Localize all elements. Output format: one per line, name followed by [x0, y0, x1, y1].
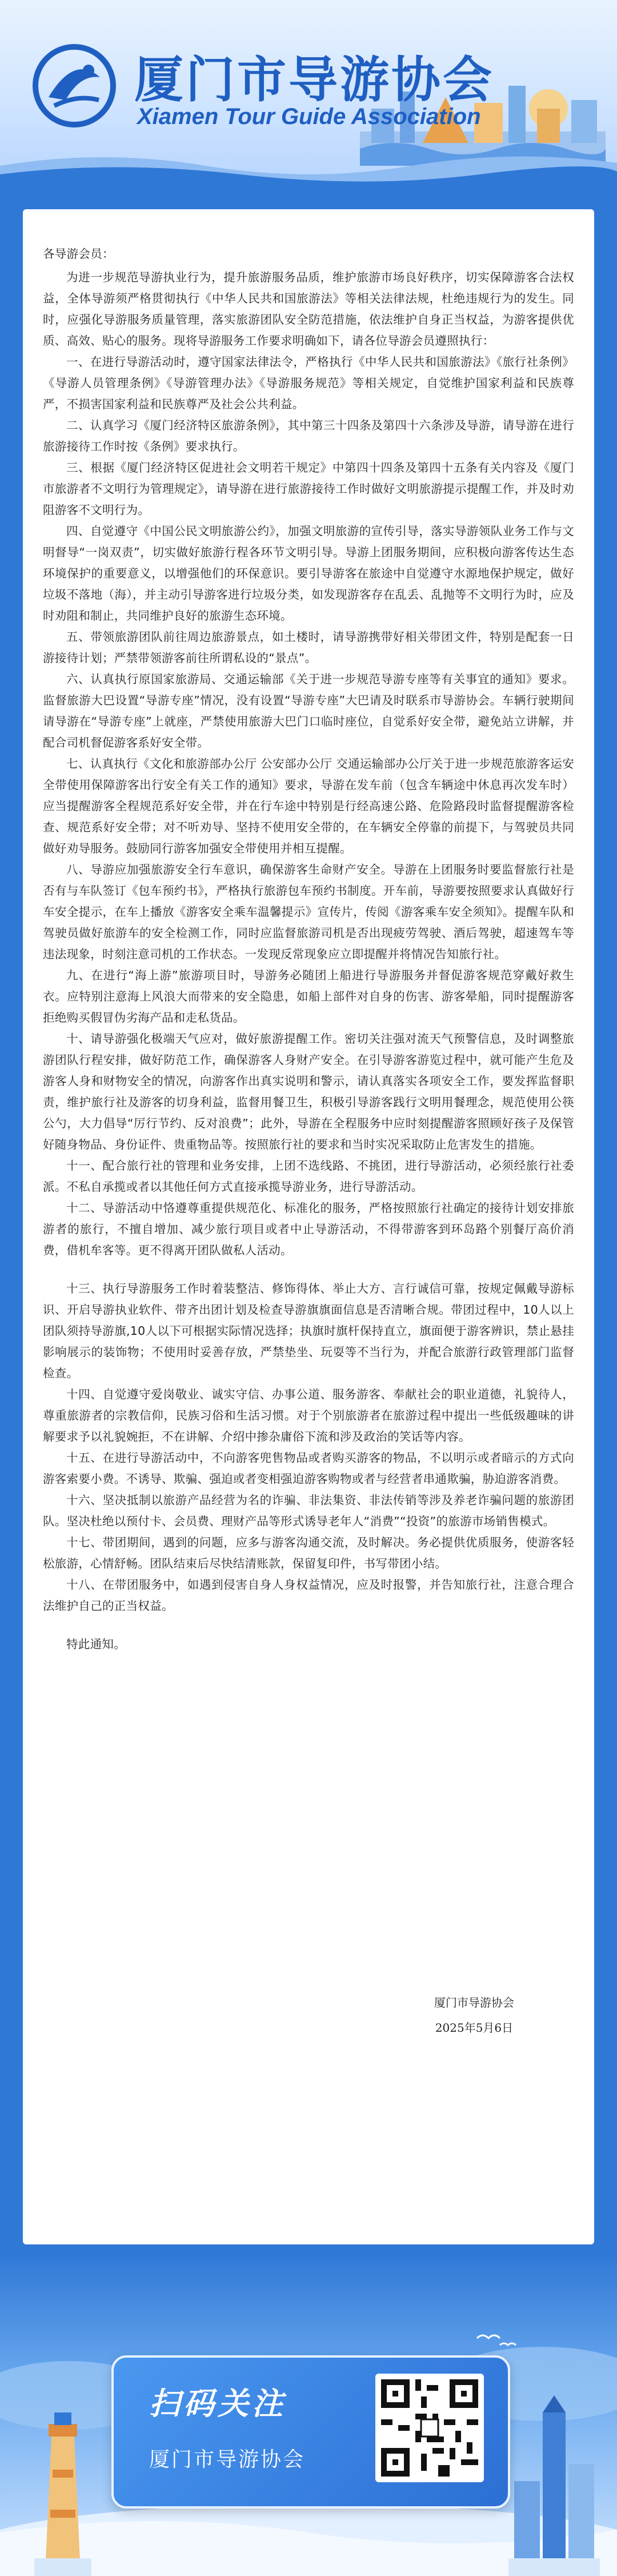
- header-subtitle-en: Xiamen Tour Guide Association: [137, 104, 481, 129]
- notice-greeting: 各导游会员：: [43, 247, 114, 261]
- notice-paragraph: 七、认真执行《文化和旅游部办公厅 公安部办公厅 交通运输部办公厅关于进一步规范旅游客运安全带使用保障游客出行安全有关工作的通知》要求，导游在发车前（包含车辆途中休息再次发车时）应当提醒游客全程规范系好安全带，并在行车途中特别是行经高速公路、危险路段时监督提醒游客检查、规范系好安全带；对不听劝导、坚持不使用安全带的，在车辆安全停靠的前提下，与驾驶员共同做好劝导服务。鼓励同行游客加强安全带使用并相互提醒。: [43, 757, 574, 855]
- notice-paragraph: 九、在进行“海上游”旅游项目时，导游务必随团上船进行导游服务并督促游客规范穿戴好救生衣。应特别注意海上风浪大而带来的安全隐患，如船上部件对自身的伤害、游客晕船，同时提醒游客拒绝购买假冒伪劣海产品和走私货品。: [43, 968, 574, 1024]
- notice-paragraph: 十二、导游活动中恪遵尊重提供规范化、标准化的服务，严格按照旅行社确定的接待计划安排旅游者的旅行，不擅自增加、减少旅行项目或者中止导游活动，不得带游客到环岛路个别餐厅高价消费，借机牟客等。更不得离开团队做私人活动。: [43, 1201, 574, 1257]
- signature-date: 2025年5月6日: [435, 2021, 514, 2035]
- notice-paragraph: 十三、执行导游服务工作时着装整洁、修饰得体、举止大方、言行诚信可靠，按规定佩戴导游标识、开启导游执业软件、带齐出团计划及检查导游旗旗面信息是否清晰合规。带团过程中，10人以上团队须持导游旗,10人以下可根据实际情况选择；执旗时旗杆保持直立，旗面便于游客辨识，禁止悬挂影响展示的装饰物；不使用时妥善存放，严禁垫坐、玩耍等不当行为，并配合旅游行政管理部门监督检查。: [43, 1282, 574, 1380]
- qr-card-title: 扫码关注: [149, 2386, 286, 2422]
- city-tower-illustration: [508, 2395, 600, 2576]
- birds-icon: [474, 2327, 520, 2350]
- header-wave: [0, 149, 617, 189]
- notice-body: [43, 244, 574, 1655]
- signature-org: 厦门市导游协会: [434, 1996, 514, 2009]
- qr-follow-card: [111, 2355, 510, 2509]
- notice-paragraph: 八、导游应加强旅游安全行车意识，确保游客生命财产安全。导游在上团服务时要监督旅行社是否有与车队签订《包车预约书》，严格执行旅游包车预约书制度。开车前，导游要按照要求认真做好行车安全提示，在车上播放《游客安全乘车温馨提示》宣传片，传阅《游客乘车安全须知》。提醒车队和驾驶员做好旅游车的安全检测工作，同时应监督旅游司机是否出现疲劳驾驶、酒后驾驶，超速驾车等违法现象，时刻注意司机的工作状态。一发现反常现象应立即提醒并将情况告知旅行社。: [43, 863, 574, 961]
- notice-paragraph: 六、认真执行原国家旅游局、交通运输部《关于进一步规范导游专座等有关事宜的通知》要求。监督旅游大巴设置“导游专座”情况，没有设置“导游专座”大巴请及时联系市导游协会。车辆行驶期间请导游在“导游专座”上就座，严禁使用旅游大巴门口临时座位，自觉系好安全带，避免站立讲解，并配合司机督促游客系好安全带。: [43, 672, 574, 749]
- notice-paragraph: 四、自觉遵守《中国公民文明旅游公约》，加强文明旅游的宣传引导，落实导游领队业务工作与文明督导“一岗双责”，切实做好旅游行程各环节文明引导。导游上团服务期间，应积极向游客传达生态环境保护的重要意义，以增强他们的环保意识。要引导游客在旅途中自觉遵守水源地保护规定，做好垃圾不落地（海），并主动引导游客进行垃圾分类，如发现游客存在乱丢、乱抛等不文明行为时，应及时劝阻和制止，共同维护良好的旅游生态环境。: [43, 524, 574, 623]
- notice-paragraph: 十四、自觉遵守爱岗敬业、诚实守信、办事公道、服务游客、奉献社会的职业道德，礼貌待人，尊重旅游者的宗教信仰，民族习俗和生活习惯。对于个别旅游者在旅游过程中提出一些低级趣味的讲解要求予以礼貌婉拒，不在讲解、介绍中掺杂庸俗下流和涉及政治的笑话等内容。: [43, 1387, 574, 1443]
- lighthouse-illustration: [23, 2412, 103, 2576]
- qr-code-icon[interactable]: [375, 2374, 484, 2482]
- notice-paragraph: 十五、在进行导游活动中，不向游客兜售物品或者购买游客的物品，不以明示或者暗示的方式向游客索要小费。不诱导、欺骗、强迫或者变相强迫游客购物或者与经营者串通欺骗，胁迫游客消费。: [43, 1451, 574, 1486]
- association-logo-icon: [31, 43, 117, 129]
- notice-paragraph: 十八、在带团服务中，如遇到侵害自身人身权益情况，应及时报警，并告知旅行社，注意合理合法维护自己的正当权益。: [43, 1578, 574, 1613]
- notice-paragraph: 二、认真学习《厦门经济特区旅游条例》，其中第三十四条及第四十六条涉及导游，请导游在进行旅游接待工作时按《条例》要求执行。: [43, 418, 574, 453]
- qr-card-subtitle: 厦门市导游协会: [149, 2448, 306, 2471]
- notice-paragraph: 十一、配合旅行社的管理和业务安排，上团不选线路、不挑团，进行导游活动，必须经旅行社委派。不私自承揽或者以其他任何方式直接承揽导游业务，进行导游活动。: [43, 1159, 574, 1194]
- notice-paragraph: 十六、坚决抵制以旅游产品经营为名的诈骗、非法集资、非法传销等涉及养老诈骗问题的旅游团队。坚决杜绝以预付卡、会员费、理财产品等形式诱导老年人“消费”“投资”的旅游市场销售模式。: [43, 1493, 574, 1528]
- notice-paragraph: 十七、带团期间，遇到的问题，应多与游客沟通交流，及时解决。务必提供优质服务，使游客轻松旅游，心情舒畅。团队结束后尽快结清账款，保留复印件，书写带团小结。: [43, 1536, 574, 1570]
- header-title: 厦门市导游协会: [134, 51, 494, 109]
- notice-closing: 特此通知。: [66, 1637, 126, 1651]
- notice-paragraph: 为进一步规范导游执业行为，提升旅游服务品质，维护旅游市场良好秩序，切实保障游客合法权益，全体导游须严格贯彻执行《中华人民共和国旅游法》等相关法律法规，杜绝违规行为的发生。同时，应强化导游服务质量管理，落实旅游团队安全防范措施，依法维护自身正当权益，为游客提供优质、高效、贴心的服务。现将导游服务工作要求明确如下，请各位导游会员遵照执行：: [43, 270, 574, 348]
- header-banner: [0, 0, 617, 189]
- notice-paragraph: 三、根据《厦门经济特区促进社会文明若干规定》中第四十四条及第四十五条有关内容及《厦门市旅游者不文明行为管理规定》，请导游在进行旅游接待工作时做好文明旅游提示提醒工作，并及时劝阻游客不文明行为。: [43, 461, 574, 517]
- footer-banner: [0, 2252, 617, 2576]
- notice-paragraph: 十、请导游强化极端天气应对，做好旅游提醒工作。密切关注强对流天气预警信息，及时调整旅游团队行程安排，做好防范工作，确保游客人身财产安全。在引导游客游览过程中，就可能产生危及游客人身和财物安全的情况，向游客作出真实说明和警示，请认真落实各项安全工作，要发挥监督职责，维护旅行社及游客的切身利益，监督用餐卫生，积极引导游客践行文明用餐理念，规范使用公筷公勺，大力倡导“厉行节约、反对浪费”；此外，导游在全程服务中应时刻提醒游客照顾好孩子及保管好随身物品、身份证件、贵重物品等。按照旅行社的要求和当时实况采取防止危害发生的措施。: [43, 1032, 574, 1151]
- notice-paragraph: 一、在进行导游活动时，遵守国家法律法令，严格执行《中华人民共和国旅游法》《旅行社条例》《导游人员管理条例》《导游管理办法》《导游服务规范》等相关规定，自觉维护国家利益和民族尊严，不损害国家利益和民族尊严及社会公共利益。: [43, 355, 574, 411]
- notice-signature: [388, 1990, 560, 2040]
- notice-frame: [17, 204, 600, 2250]
- notice-paper: [23, 209, 594, 2244]
- notice-paragraph: 五、带领旅游团队前往周边旅游景点，如土楼时，请导游携带好相关带团文件，特别是配套一日游接待计划；严禁带领游客前往所谓私设的“景点”。: [43, 630, 574, 665]
